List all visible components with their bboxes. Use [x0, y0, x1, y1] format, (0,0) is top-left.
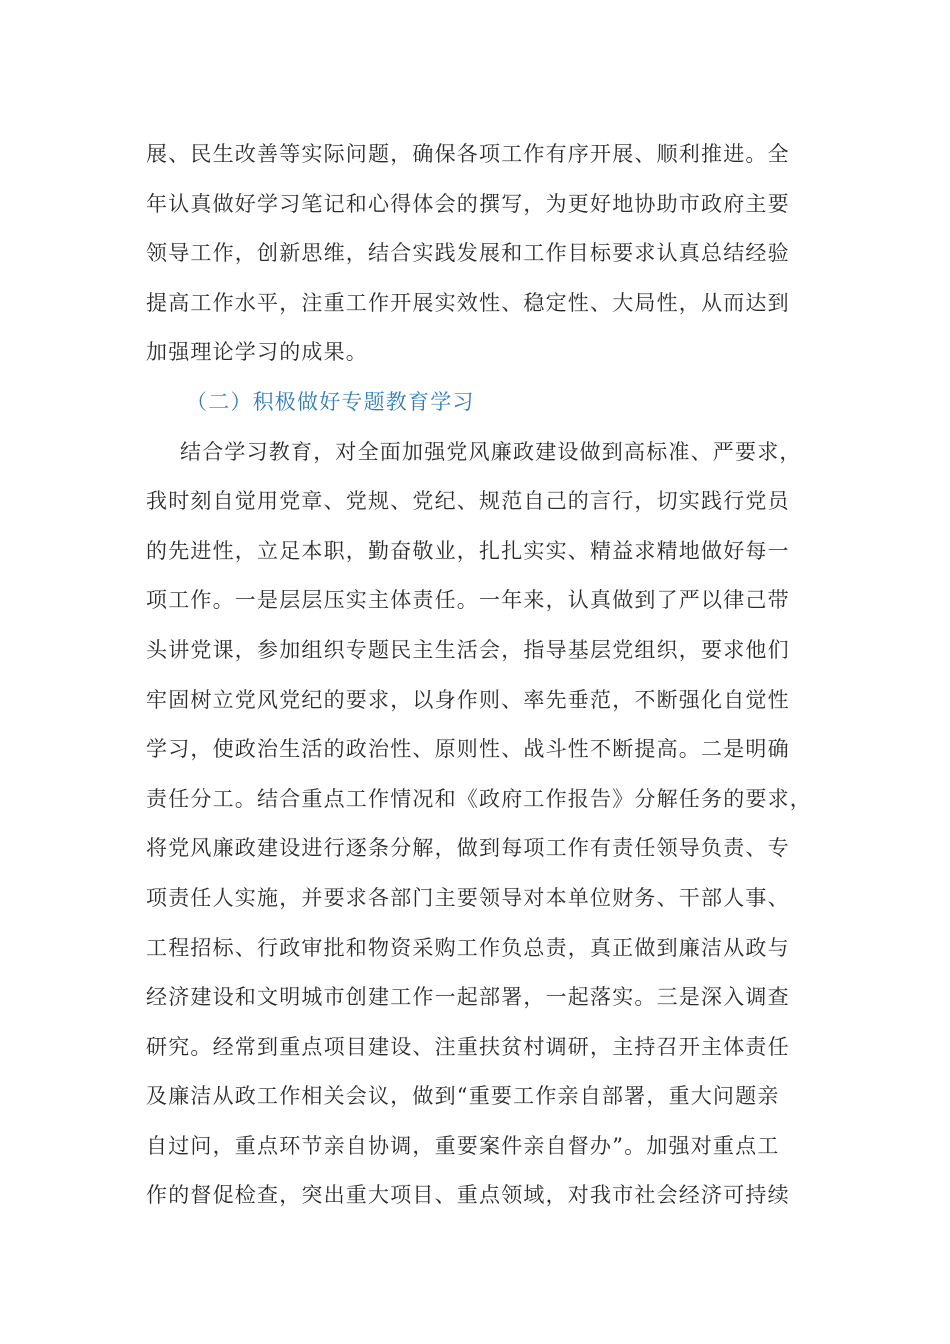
text-line: 项责任人实施，并要求各部门主要领导对本单位财务、干部人事、	[146, 885, 790, 910]
text-line: 我时刻自觉用党章、党规、党纪、规范自己的言行，切实践行党员	[146, 489, 790, 514]
text-line: 年认真做好学习笔记和心得体会的撰写，为更好地协助市政府主要	[146, 191, 790, 216]
section-heading: （二）积极做好专题教育学习	[186, 389, 475, 414]
text-line: 加强理论学习的成果。	[146, 340, 368, 365]
text-line: 的先进性，立足本职，勤奋敬业，扎扎实实、精益求精地做好每一	[146, 538, 790, 563]
text-line: 工程招标、行政审批和物资采购工作负总责，真正做到廉洁从政与	[146, 935, 790, 960]
text-line: 领导工作，创新思维，结合实践发展和工作目标要求认真总结经验	[146, 241, 790, 266]
text-line: 项工作。一是层层压实主体责任。一年来，认真做到了严以律己带	[146, 588, 790, 613]
text-line: 经济建设和文明城市创建工作一起部署，一起落实。三是深入调查	[146, 985, 790, 1010]
text-line: 头讲党课，参加组织专题民主生活会，指导基层党组织，要求他们	[146, 637, 790, 662]
text-line: 将党风廉政建设进行逐条分解，做到每项工作有责任领导负责、专	[146, 836, 790, 861]
text-line: 责任分工。结合重点工作情况和《政府工作报告》分解任务的要求，	[146, 786, 812, 811]
text-line: 作的督促检查，突出重大项目、重点领域，对我市社会经济可持续	[146, 1183, 790, 1208]
text-line: 牢固树立党风党纪的要求，以身作则、率先垂范，不断强化自觉性	[146, 687, 790, 712]
text-line: 展、民生改善等实际问题，确保各项工作有序开展、顺利推进。全	[146, 142, 790, 166]
text-line: 提高工作水平，注重工作开展实效性、稳定性、大局性，从而达到	[146, 290, 790, 315]
text-line: 研究。经常到重点项目建设、注重扶贫村调研，主持召开主体责任	[146, 1034, 790, 1059]
document-body	[146, 130, 812, 1221]
text-line: 及廉洁从政工作相关会议，做到“重要工作亲自部署，重大问题亲	[146, 1084, 780, 1109]
text-line: 自过问，重点环节亲自协调，重要案件亲自督办”。加强对重点工	[146, 1133, 780, 1158]
paragraph-first-line: 结合学习教育，对全面加强党风廉政建设做到高标准、严要求，	[180, 439, 802, 464]
text-line: 学习，使政治生活的政治性、原则性、战斗性不断提高。二是明确	[146, 737, 790, 762]
